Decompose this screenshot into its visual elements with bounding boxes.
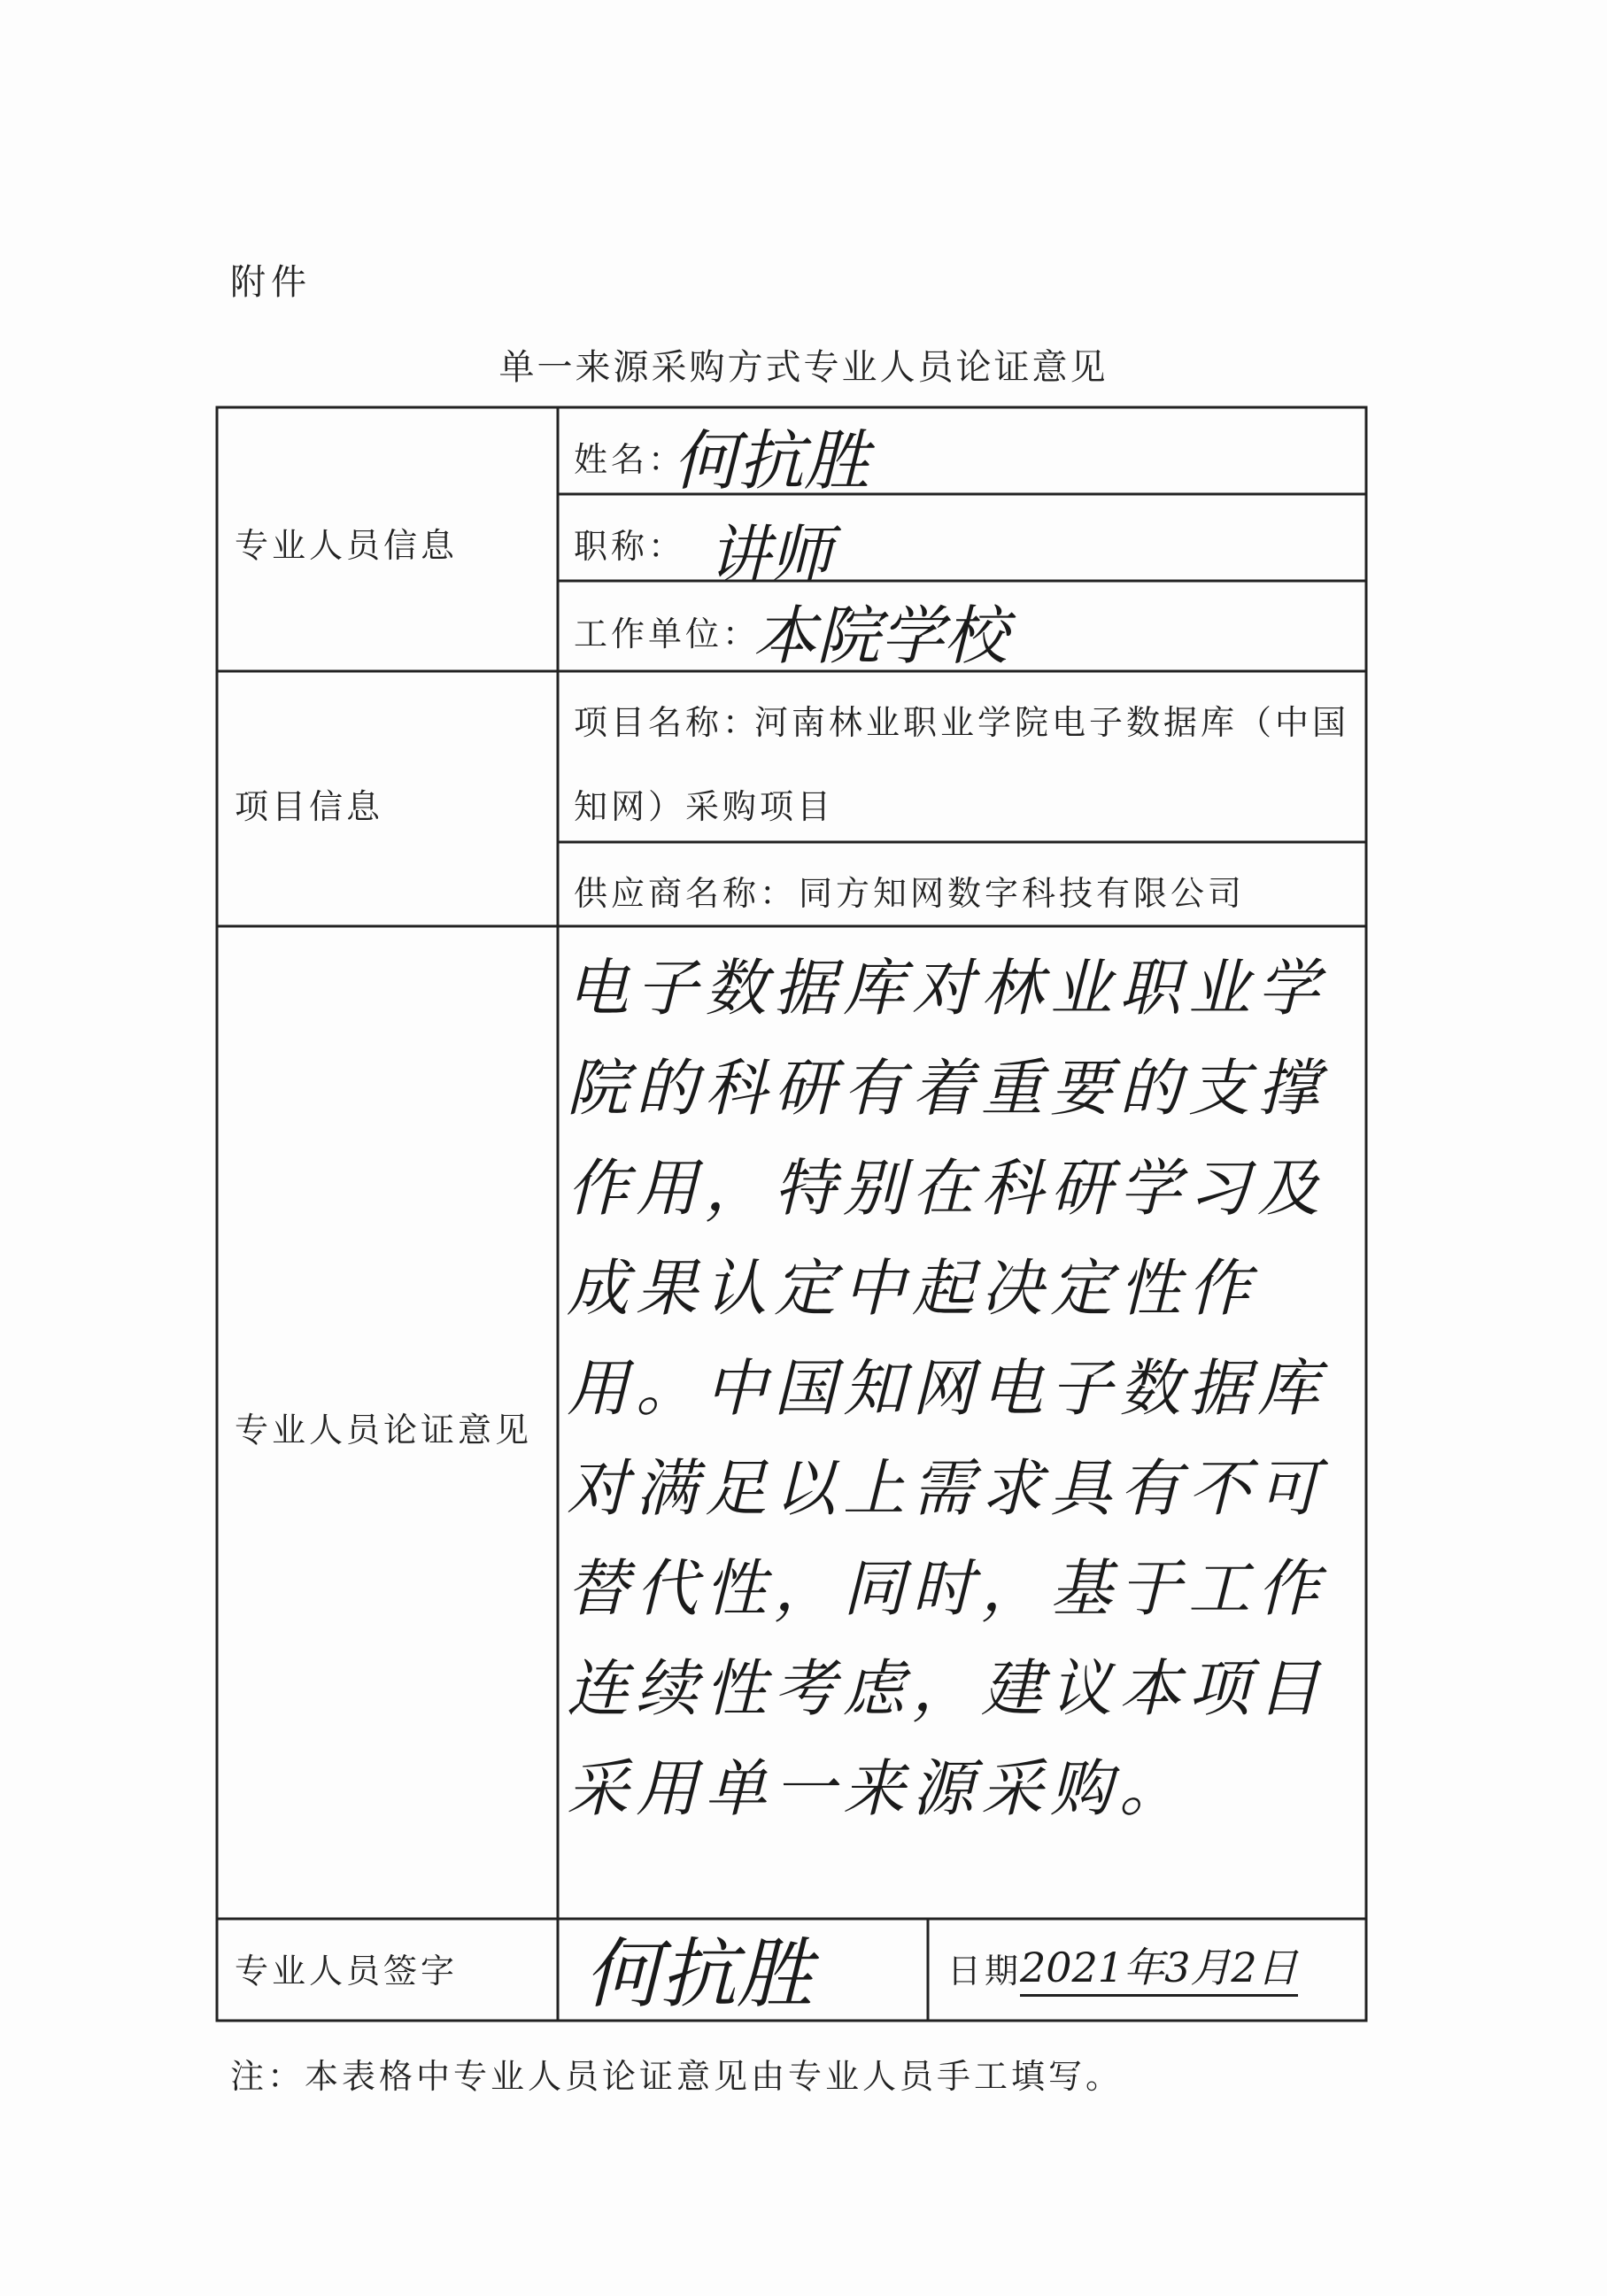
project-info-label: 项目信息 <box>235 787 384 826</box>
date-handwritten: 2021年3月2日 <box>1020 1936 1298 1997</box>
unit-handwritten: 本院学校 <box>753 599 1008 673</box>
project-name-line2: 知网）采购项目 <box>574 787 835 826</box>
page-title: 单一来源采购方式专业人员论证意见 <box>498 347 1109 388</box>
supplier-label: 供应商名称： <box>574 874 798 913</box>
signature-label: 专业人员签字 <box>235 1952 459 1991</box>
unit-label: 工作单位： <box>574 615 761 653</box>
name-label: 姓名： <box>574 440 686 479</box>
name-handwritten: 何抗胜 <box>673 423 869 499</box>
title-handwritten: 讲师 <box>708 518 832 591</box>
opinion-label: 专业人员论证意见 <box>235 1411 533 1449</box>
attachment-label: 附件 <box>230 262 312 303</box>
title-label: 职称： <box>574 527 686 566</box>
date-label: 日期 <box>947 1952 1023 1991</box>
signature-handwritten: 何抗胜 <box>584 1930 813 2019</box>
expert-info-label: 专业人员信息 <box>235 526 459 565</box>
footnote: 注：本表格中专业人员论证意见由专业人员手工填写。 <box>230 2057 1124 2096</box>
opinion-handwritten: 电子数据库对林业职业学院的科研有着重要的支撑作用，特别在科研学习及成果认定中起决定性作用。中国知网电子数据库对满足以上需求具有不可替代性，同时，基于工作连续性考虑，建议本项目采用单一来源采购。 <box>567 952 1326 1825</box>
project-name-label: 项目名称： <box>574 703 761 742</box>
project-name-line1: 河南林业职业学院电子数据库（中国 <box>754 703 1350 742</box>
supplier-value: 同方知网数字科技有限公司 <box>799 874 1246 913</box>
